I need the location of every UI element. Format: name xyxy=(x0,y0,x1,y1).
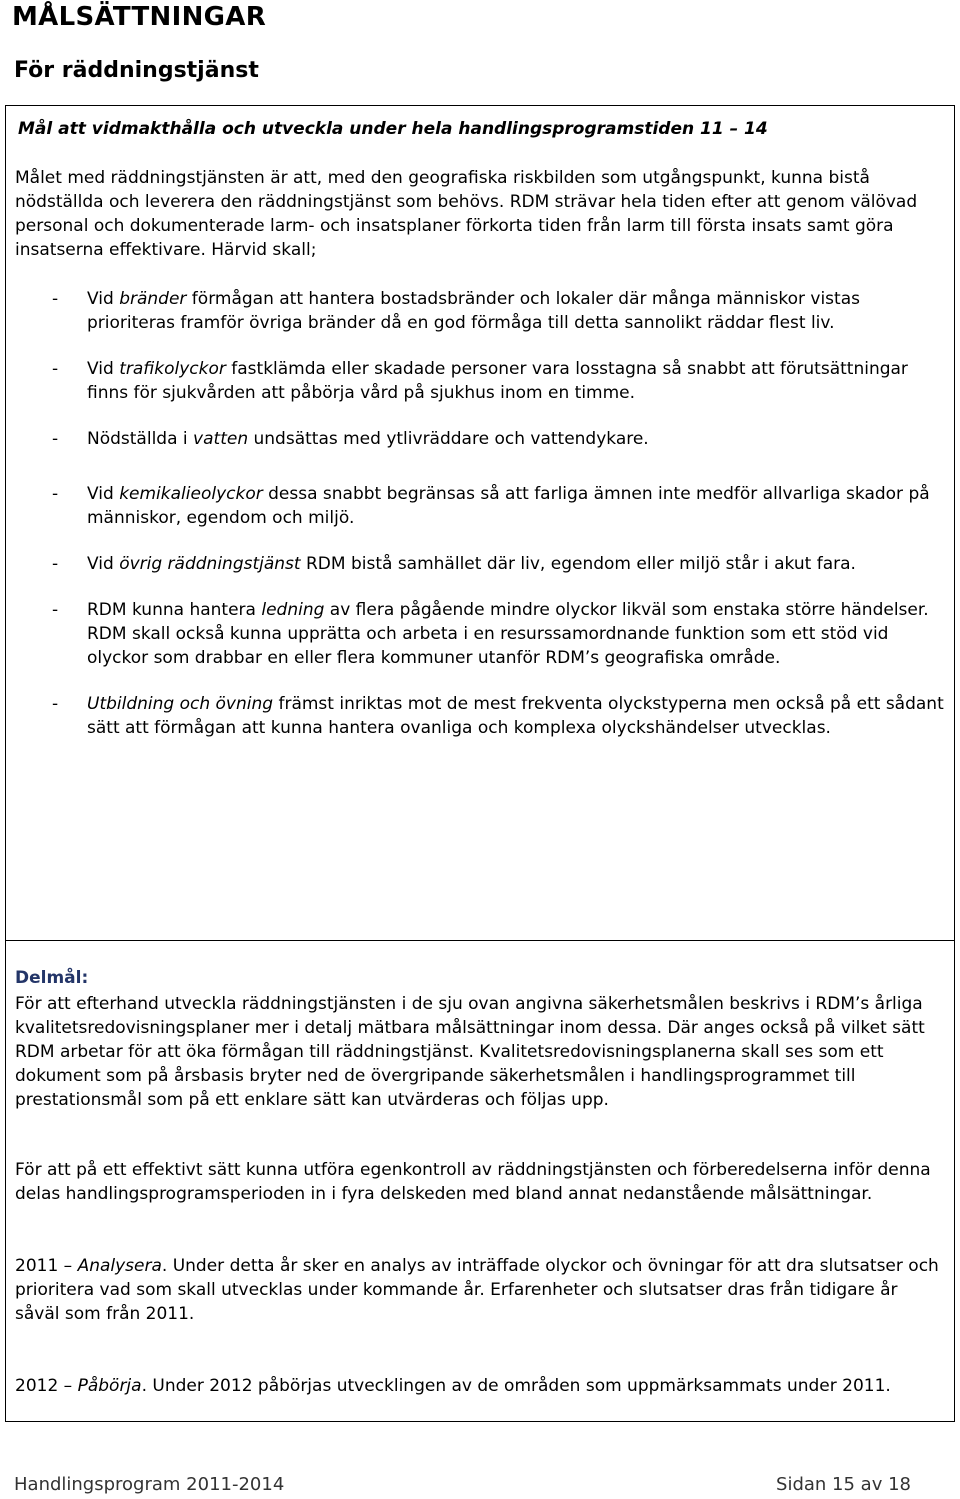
list-item xyxy=(6,287,951,335)
item-text: Vid xyxy=(87,289,120,309)
delmal-paragraph: För att på ett effektivt sätt kunna utföra egenkontroll av räddningstjänsten och förberedelserna inför denna delas handlingsprogramsperioden in i fyra delskeden med bland annat nedanstående målsättningar. xyxy=(15,1160,931,1204)
dash-marker: - xyxy=(52,554,59,574)
year-2012-paragraph xyxy=(15,1374,945,1398)
item-emphasis: ledning xyxy=(261,600,325,620)
item-emphasis: trafikolyckor xyxy=(119,359,226,379)
year-label: 2012 – xyxy=(15,1376,78,1396)
page-title: MÅLSÄTTNINGAR xyxy=(12,2,267,32)
list-item xyxy=(6,357,951,405)
item-text: undsättas med ytlivräddare och vattendykare. xyxy=(248,429,649,449)
dash-marker: - xyxy=(52,289,59,309)
dash-marker: - xyxy=(52,429,59,449)
item-text: Nödställda i xyxy=(87,429,194,449)
phase-text: . Under 2012 påbörjas utvecklingen av de områden som uppmärksammats under 2011. xyxy=(141,1376,891,1396)
item-emphasis: bränder xyxy=(119,289,187,309)
delmal-box xyxy=(5,940,955,1422)
item-text: Vid xyxy=(87,359,120,379)
goal-list xyxy=(6,287,951,740)
list-item xyxy=(6,552,951,576)
item-text: av flera pågående mindre olyckor likväl som enstaka större händelser. RDM skall också kunna upprätta och arbeta i en resurssamordnande funktion som ett stöd vid olyckor som drabbar en eller flera kommuner utanför RDM’s geografiska område. xyxy=(87,600,929,668)
item-emphasis: övrig räddningstjänst xyxy=(119,554,301,574)
phase-text: . Under detta år sker en analys av inträffade olyckor och övningar för att dra slutsatser och prioritera vad som skall utvecklas under kommande år. Erfarenheter och slutsatser dras från tidigare år såväl som från 2011. xyxy=(15,1256,939,1324)
item-text: dessa snabbt begränsas så att farliga ämnen inte medför allvarliga skador på människor, egendom och miljö. xyxy=(87,484,930,528)
dash-marker: - xyxy=(52,600,59,620)
dash-marker: - xyxy=(52,694,59,714)
footer-page-number: Sidan 15 av 18 xyxy=(776,1474,911,1495)
list-item xyxy=(6,598,951,670)
list-item xyxy=(6,427,951,451)
delmal-paragraph: För att efterhand utveckla räddningstjänsten i de sju ovan angivna säkerhetsmålen beskrivs i RDM’s årliga kvalitetsredovisningsplaner mer i detalj mätbara målsättningar inom dessa. Där anges också på vilket sätt RDM arbetar för att öka förmågan till räddningstjänst. Kvalitetsredovisningsplanerna skall ses som ett dokument som på årsbasis bryter ned de övergripande säkerhetsmålen i handlingsprogrammet till prestationsmål som på ett enklare sätt kan utvärderas och följas upp. xyxy=(15,994,925,1110)
item-emphasis: Utbildning och övning xyxy=(87,694,274,714)
page-subtitle: För räddningstjänst xyxy=(14,58,259,83)
item-emphasis: kemikalieolyckor xyxy=(119,484,263,504)
delmal-heading: Delmål: xyxy=(15,968,89,988)
item-text: Vid xyxy=(87,554,120,574)
item-text: RDM kunna hantera xyxy=(87,600,262,620)
footer-document-name: Handlingsprogram 2011-2014 xyxy=(14,1474,285,1495)
year-2011-paragraph xyxy=(15,1254,945,1326)
list-item xyxy=(6,482,951,530)
phase-name: Påbörja xyxy=(77,1376,142,1396)
item-text: förmågan att hantera bostadsbränder och lokaler där många människor vistas prioriteras framför övriga bränder då en god förmåga till detta sannolikt räddar flest liv. xyxy=(87,289,860,333)
dash-marker: - xyxy=(52,484,59,504)
year-label: 2011 – xyxy=(15,1256,78,1276)
item-text: Vid xyxy=(87,484,120,504)
goal-box xyxy=(5,105,955,941)
item-emphasis: vatten xyxy=(193,429,249,449)
item-text: främst inriktas mot de mest frekventa olyckstyperna men också på ett sådant sätt att förmågan att kunna hantera ovanliga och komplexa olyckshändelser utvecklas. xyxy=(87,694,944,738)
goal-intro: Målet med räddningstjänsten är att, med den geografiska riskbilden som utgångspunkt, kunna bistå nödställda och leverera den räddningstjänst som behövs. RDM strävar hela tiden efter att genom välövad personal och dokumenterade larm- och insatsplaner förkorta tiden från larm till första insats samt göra insatserna effektivare. Härvid skall; xyxy=(15,168,918,260)
phase-name: Analysera xyxy=(77,1256,162,1276)
goal-heading: Mål att vidmakthålla och utveckla under hela handlingsprogramstiden 11 – 14 xyxy=(18,119,768,139)
list-item xyxy=(6,692,951,740)
dash-marker: - xyxy=(52,359,59,379)
item-text: RDM bistå samhället där liv, egendom eller miljö står i akut fara. xyxy=(300,554,856,574)
item-text: fastklämda eller skadade personer vara losstagna så snabbt att förutsättningar finns för sjukvården att påbörja vård på sjukhus inom en timme. xyxy=(87,359,908,403)
